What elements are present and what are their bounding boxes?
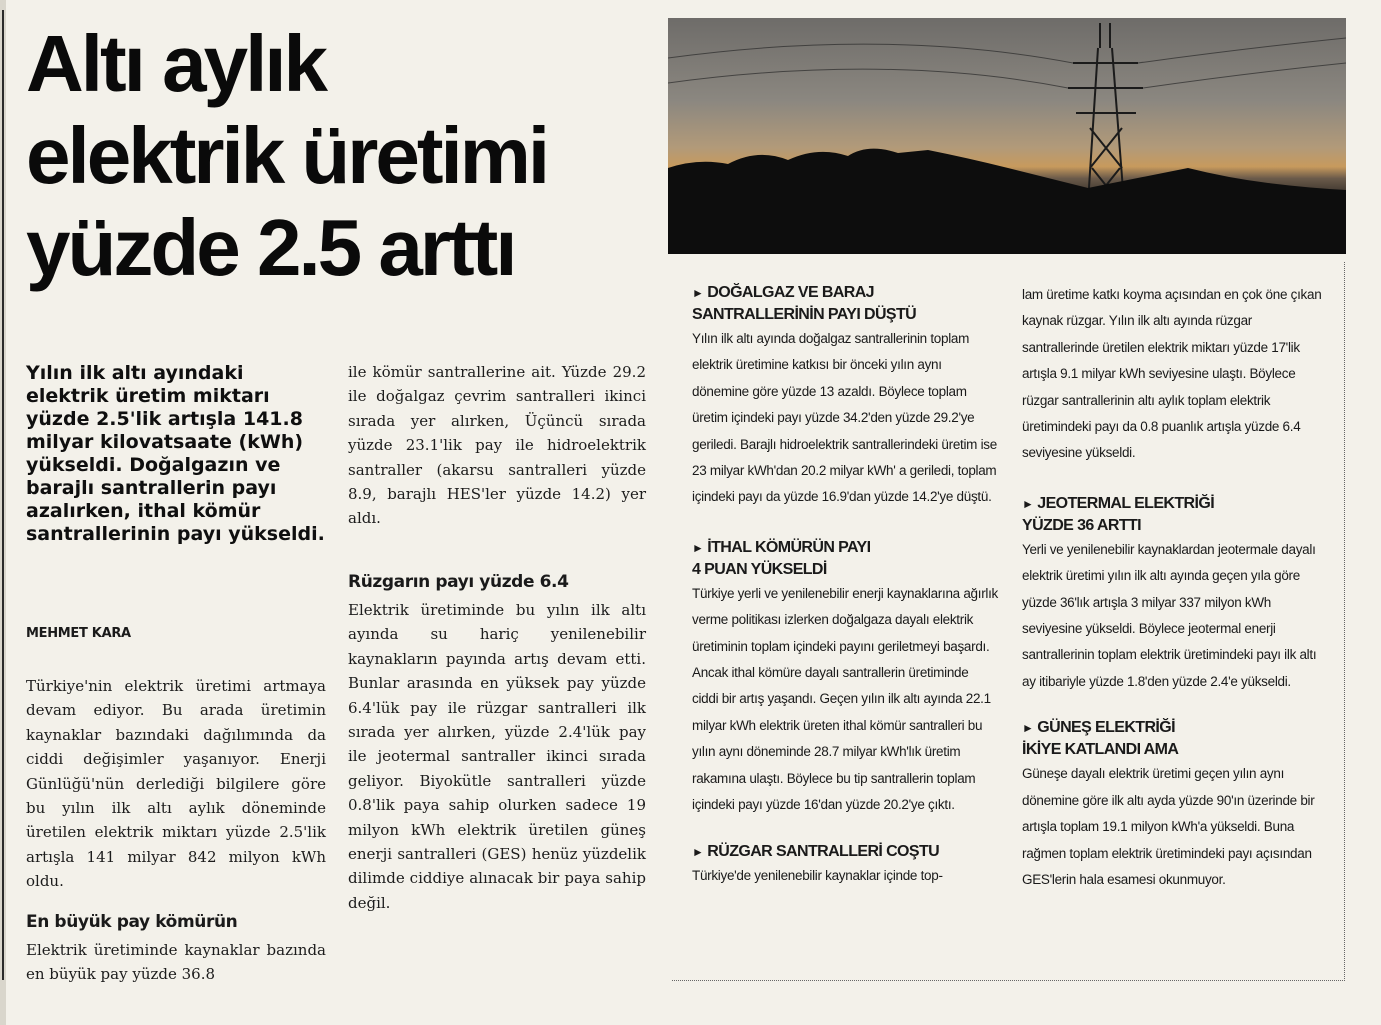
pylon-icon (1068, 23, 1143, 203)
col2-body: ile kömür santrallerine ait. Yüzde 29.2 ile doğalgaz çevrim santralleri ikinci sırada yer alırken, Üçüncü sırada yüzde 23.1'lik pay ile hidroelektrik santraller (akarsu santralleri yüzde 8.9, barajlı HES'ler yüzde 14.2) yer aldı. (348, 363, 646, 528)
sidebar-col-left (692, 282, 998, 889)
headline-line-2: elektrik üretimi (26, 111, 548, 200)
sidebar-head-3: ► RÜZGAR SANTRALLERİ COŞTU (692, 842, 940, 860)
sub1-body: Elektrik üretiminde kaynaklar bazında en büyük pay yüzde 36.8 (26, 941, 326, 984)
sub2-body: Elektrik üretiminde bu yılın ilk altı ayında su hariç yenilenebilir kaynakların payında artış devam etti. Bunlar arasında en yüksek pay yüzde 6.4'lük pay ile rüzgar santralleri ilk sırada yer alırken, yüzde 2.4'lük pay ile jeotermal santraller ikinci sırada geliyor. Biyokütle santralleri yüzde 0.8'lik paya sahip olurken sadece 19 milyon kWh elektrik üretilen güneş enerji santralleri (GES) henüz yüzdelik dilimde ciddiye alınacak bir paya sahip değil. (348, 601, 646, 912)
col1-body: Türkiye'nin elektrik üretimi artmaya devam ediyor. Bu arada üretimin kaynaklar bazındaki dağılımında da ciddi değişimler yaşanıyor. Enerji Günlüğü'nün derlediği bilgilere göre bu yılın ilk altı aylık döneminde üretilen elektrik miktarı yüzde 2.5'lik artışla 141 milyar 842 milyon kWh oldu. (26, 677, 326, 891)
sidebar-head-1: ► DOĞALGAZ VE BARAJ SANTRALLERİNİN PAYI DÜŞTÜ (692, 284, 917, 323)
power-lines-photo (668, 18, 1346, 254)
bullet-triangle-icon: ► (1022, 721, 1034, 736)
headline-line-3: yüzde 2.5 arttı (26, 203, 515, 292)
sidebar-body-4: Yerli ve yenilenebilir kaynaklardan jeotermale dayalı elektrik üretimi yılın ilk altı ayında geçen yıla göre yüzde 36'lık artışla 3 milyar 337 milyon kWh seviyesine yükseldi. Böylece jeotermal enerji santrallerinin toplam elektrik üretimindeki payı ilk altı ay itibariyle yüzde 1.8'den yüzde 2.4'e yükseldi. (1022, 541, 1317, 689)
sidebar-body-5: Güneşe dayalı elektrik üretimi geçen yılın aynı dönemine göre ilk altı ayda yüzde 90'ın üzerinde bir artışla toplam 19.1 milyon kWh'a yükseldi. Buna rağmen toplam elektrik üretimindeki payı açısından GES'lerin hala esamesi okunmuyor. (1022, 766, 1315, 887)
subhead-rüzgar: Rüzgarın payı yüzde 6.4 (348, 572, 569, 592)
sidebar-head-5: ► GÜNEŞ ELEKTRİĞİ İKİYE KATLANDI AMA (1022, 719, 1179, 759)
left-rule (2, 10, 4, 980)
sidebar-body-3: Türkiye'de yenilenebilir kaynaklar içinde top- (692, 867, 943, 883)
bullet-triangle-icon: ► (692, 844, 704, 859)
sidebar-body-3-cont: lam üretime katkı koyma açısından en çok öne çıkan kaynak rüzgar. Yılın ilk altı ayında rüzgar santrallerinde üretilen elektrik miktarı yüzde 17'lik artışla 9.1 milyar kWh seviyesine ulaştı. Böylece rüzgar santrallerinin altı aylık toplam elektrik üretimindeki payı da 0.8 puanlık artışla yüzde 6.4 seviyesine yükseldi. (1022, 287, 1322, 461)
byline: MEHMET KARA (26, 626, 131, 641)
sidebar-col-right (1022, 282, 1328, 893)
bullet-triangle-icon: ► (1022, 496, 1034, 511)
headline-line-1: Altı aylık (26, 19, 326, 108)
subhead-kömür: En büyük pay kömürün (26, 912, 238, 932)
sidebar-head-4: ► JEOTERMAL ELEKTRİĞİ YÜZDE 36 ARTTI (1022, 494, 1215, 534)
sidebar-body-1: Yılın ilk altı ayında doğalgaz santrallerinin toplam elektrik üretimine katkısı bir önceki yılın aynı dönemine göre yüzde 13 azaldı. Böylece toplam üretim içindeki payı yüzde 34.2'den yüzde 29.2'ye geriledi. Barajlı hidroelektrik santrallerindeki üretim ise 23 milyar kWh'dan 20.2 milyar kWh' a geriledi, toplam içindeki payı da yüzde 16.9'dan yüzde 14.2'ye düştü. (692, 331, 997, 505)
photo-illustration (668, 18, 1346, 254)
bullet-triangle-icon: ► (692, 540, 704, 555)
headline (26, 18, 666, 294)
sidebar-head-2: ► İTHAL KÖMÜRÜN PAYI 4 PUAN YÜKSELDİ (692, 538, 871, 578)
bullet-triangle-icon: ► (692, 286, 704, 300)
sidebar-body-2: Türkiye yerli ve yenilenebilir enerji kaynaklarına ağırlık verme politikası izlerken doğalgaza dayalı elektrik üretiminin toplam içindeki payını geriletmeyi başardı. Ancak ithal kömüre dayalı santrallerin üretiminde ciddi bir artış yaşandı. Geçen yılın ilk altı ayında 22.1 milyar kWh elektrik üreten ithal kömür santralleri bu yılın aynı döneminde 28.7 milyar kWh'lık üretim rakamına ulaştı. Böylece bu tip santrallerin toplam içindeki payı yüzde 16'dan yüzde 20.2'ye çıktı. (692, 585, 998, 813)
sidebar-box (672, 262, 1345, 981)
lede: Yılın ilk altı ayındaki elektrik üretim miktarı yüzde 2.5'lik artışla 141.8 milyar kilovatsaate (kWh) yükseldi. Doğalgazın ve barajlı santrallerin payı azalırken, ithal kömür santrallerinin payı yükseldi. (26, 362, 325, 545)
